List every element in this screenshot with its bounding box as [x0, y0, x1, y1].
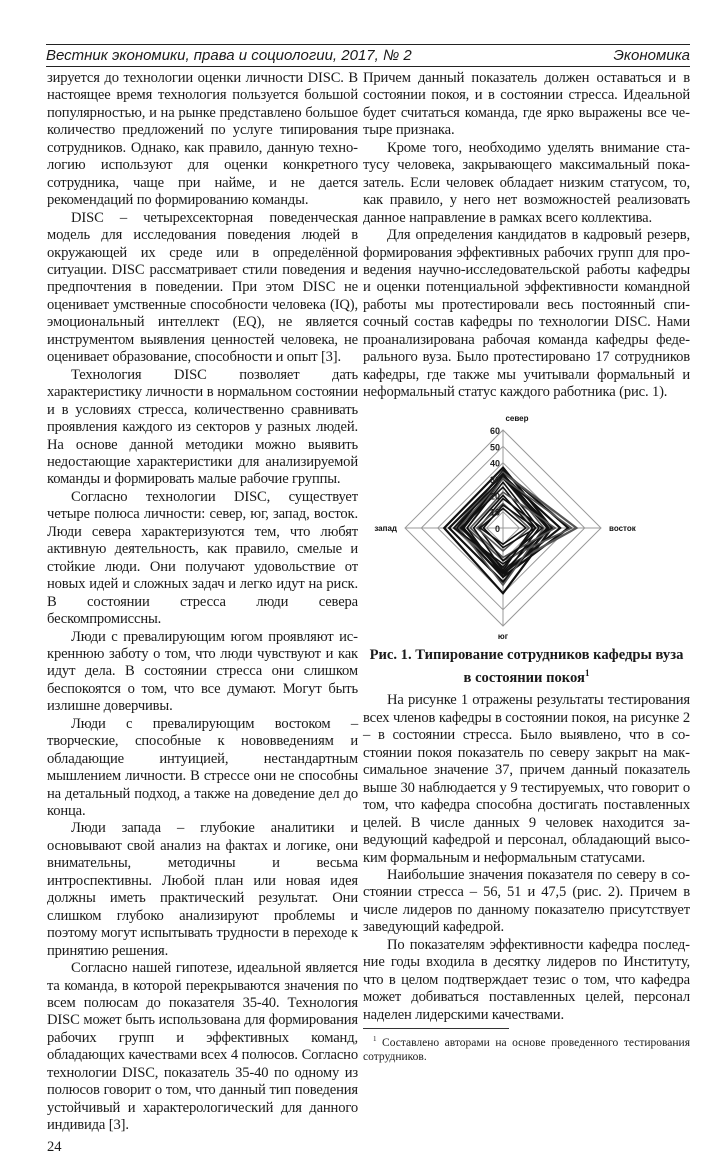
caption-line-2 [363, 664, 690, 687]
axis-label: юг [497, 631, 509, 641]
page-number: 24 [47, 1138, 62, 1155]
right-column-wrap [363, 70, 690, 1064]
running-header [46, 47, 690, 67]
footnote [363, 1032, 690, 1064]
paragraph: Причем данный показатель должен оставаться и в состоянии покоя, и в состоянии стресса. Идеальной будет считаться команда, где ярко выражены все четыре признака. [363, 70, 690, 139]
paragraph: Люди запада – глубокие аналитики и основывают свой анализ на фактах и логике, они внимательны, методичны и весьма интроспективны. Любой план или новая идея должны иметь практический результат. Они слишком глубоко анализируют проблемы и поэтому могут испытывать трудности в переходе к принятию решения. [47, 820, 358, 959]
figure-radar-chart [363, 406, 690, 644]
paragraph: DISC – четырехсекторная поведенческая модель для исследования поведения людей в окружающей их среде или в определённой ситуации. DISC рассматривает стили поведения и предпочтения в поведении. При этом DISC не оценивает умственные способности человека (IQ), эмоциональный интеллект (EQ), не является инструментом выявления ценностей человека, не оценивает образование, способности и опыт [3]. [47, 209, 358, 366]
axis-label: запад [374, 523, 397, 533]
paragraph: зируется до технологии оценки личности DISC. В настоящее время технология пользуется большой популярностью, и на рынке представлено большое количество предложений по услуге типирования сотрудников. Однако, как правило, данную технологию используют для оценки конкретного сотрудника, чаще при найме, и не дается рекомендаций по формированию команды. [47, 70, 358, 209]
tick-label: 40 [489, 458, 500, 469]
header-rule [46, 44, 690, 45]
tick-label: 50 [489, 441, 500, 452]
tick-label: 10 [489, 507, 500, 518]
paragraph: По показателям эффективности кафедра последние годы входила в десятку лидеров по Институту, что в целом подтверждает тезис о том, что кафедра может добиваться поставленных целей, персонал наделен лидерскими качествами. [363, 936, 690, 1023]
axis-label: восток [609, 523, 636, 533]
caption-line-1: Рис. 1. Типирование сотрудников кафедры вуза [369, 646, 684, 663]
footnote-divider [363, 1028, 509, 1029]
paragraph: Кроме того, необходимо уделять внимание статусу человека, закрывающего максимальный показатель. Если человек обладает низким статусом, то, как правило, у него нет возможностей реализовать данное направление в рамках всего коллектива. [363, 139, 690, 226]
journal-title: Вестник экономики, права и социологии, 2017, № 2 [46, 47, 412, 64]
paragraph: На рисунке 1 отражены результаты тестирования всех членов кафедры в состоянии покоя, на рисунке 2 – в состоянии стресса. Было выявлено, что в состоянии покоя показатель по северу закрыт на максимальное значение 37, причем данный показатель выше 30 наблюдается у 9 тестируемых, что говорит о том, что кафедра способна достигать поставленных целей. В числе данных 9 человек находится заведующий кафедрой и персонал, обладающий высоким формальным и неформальным статусами. [363, 692, 690, 866]
tick-label: 0 [494, 523, 500, 534]
tick-label: 20 [489, 490, 500, 501]
footnote-text: Составлено авторами на основе проведенного тестирования сотрудников. [363, 1036, 691, 1063]
section-title: Экономика [613, 47, 690, 64]
left-column-wrap [47, 70, 358, 1156]
footnote-mark: 1 [373, 1035, 377, 1044]
paragraph: Согласно технологии DISC, существует четыре полюса личности: север, юг, запад, восток. Люди севера характеризуются тем, что любят активную деятельность, как правило, смелые и стойкие люди. Они получают удовольствие от новых идей и сложных задач и легко идут на риск. В состоянии стресса люди севера бескомпромиссны. [47, 488, 358, 628]
paragraph: Наибольшие значения показателя по северу в состоянии стресса – 56, 51 и 47,5 (рис. 2). Причем в числе лидеров по данному показателю присутствует заведующий кафедрой. [363, 867, 690, 936]
right-column-bottom [363, 692, 690, 1024]
caption-text: в состоянии покоя [463, 669, 585, 686]
footnote-ref: 1 [584, 667, 590, 678]
tick-label: 30 [489, 474, 500, 485]
axis-label: север [505, 413, 529, 423]
paragraph: Люди с превалирующим югом проявляют искреннюю заботу о том, что люди чувствуют и как идут дела. В состоянии стресса они слишком беспокоятся о том, что все думают. Могут быть излишне доверчивы. [47, 628, 358, 715]
paragraph: Согласно нашей гипотезе, идеальной является та команда, в которой перекрываются значения по всем полюсам до показателя 35-40. Технология DISC может быть использована для формирования рабочих групп и эффективных команд, обладающих качествами всех 4 полюсов. Согласно технологии DISC, показатель 35-40 по одному из полюсов говорит о том, что данный тип поведения устойчивый и характерологический для данного индивида [3]. [47, 960, 358, 1134]
radar-chart [363, 406, 690, 644]
paragraph: Для определения кандидатов в кадровый резерв, формирования эффективных рабочих групп для проведения научно-исследовательской работы кафедры и оценки потенциальной эффективности командной работы мы протестировали весь постоянный списочный состав кафедры по технологии DISC. Нами проанализирована рабочая команда кафедры федерального вуза. Было протестировано 17 сотрудников кафедры, где также мы учитывали формальный и неформальный статус каждого работника (рис. 1). [363, 227, 690, 401]
paragraph: Люди с превалирующим востоком – творческие, способные к нововведениям и обладающие интуицией, нестандартным мышлением личности. В стрессе они не способны на детальный подход, а также на доведение дел до конца. [47, 715, 358, 820]
paragraph: Технология DISC позволяет дать характеристику личности в нормальном состоянии и в условиях стресса, количественно сравнивать проявления каждого из секторов у разных людей. На основе данной методики можно выявить недостающие характеристики для анализируемой команды и формировать малые рабочие группы. [47, 366, 358, 488]
right-column-top [363, 70, 690, 402]
tick-label: 60 [489, 425, 500, 436]
figure-caption [363, 646, 690, 687]
left-column [47, 70, 358, 1135]
